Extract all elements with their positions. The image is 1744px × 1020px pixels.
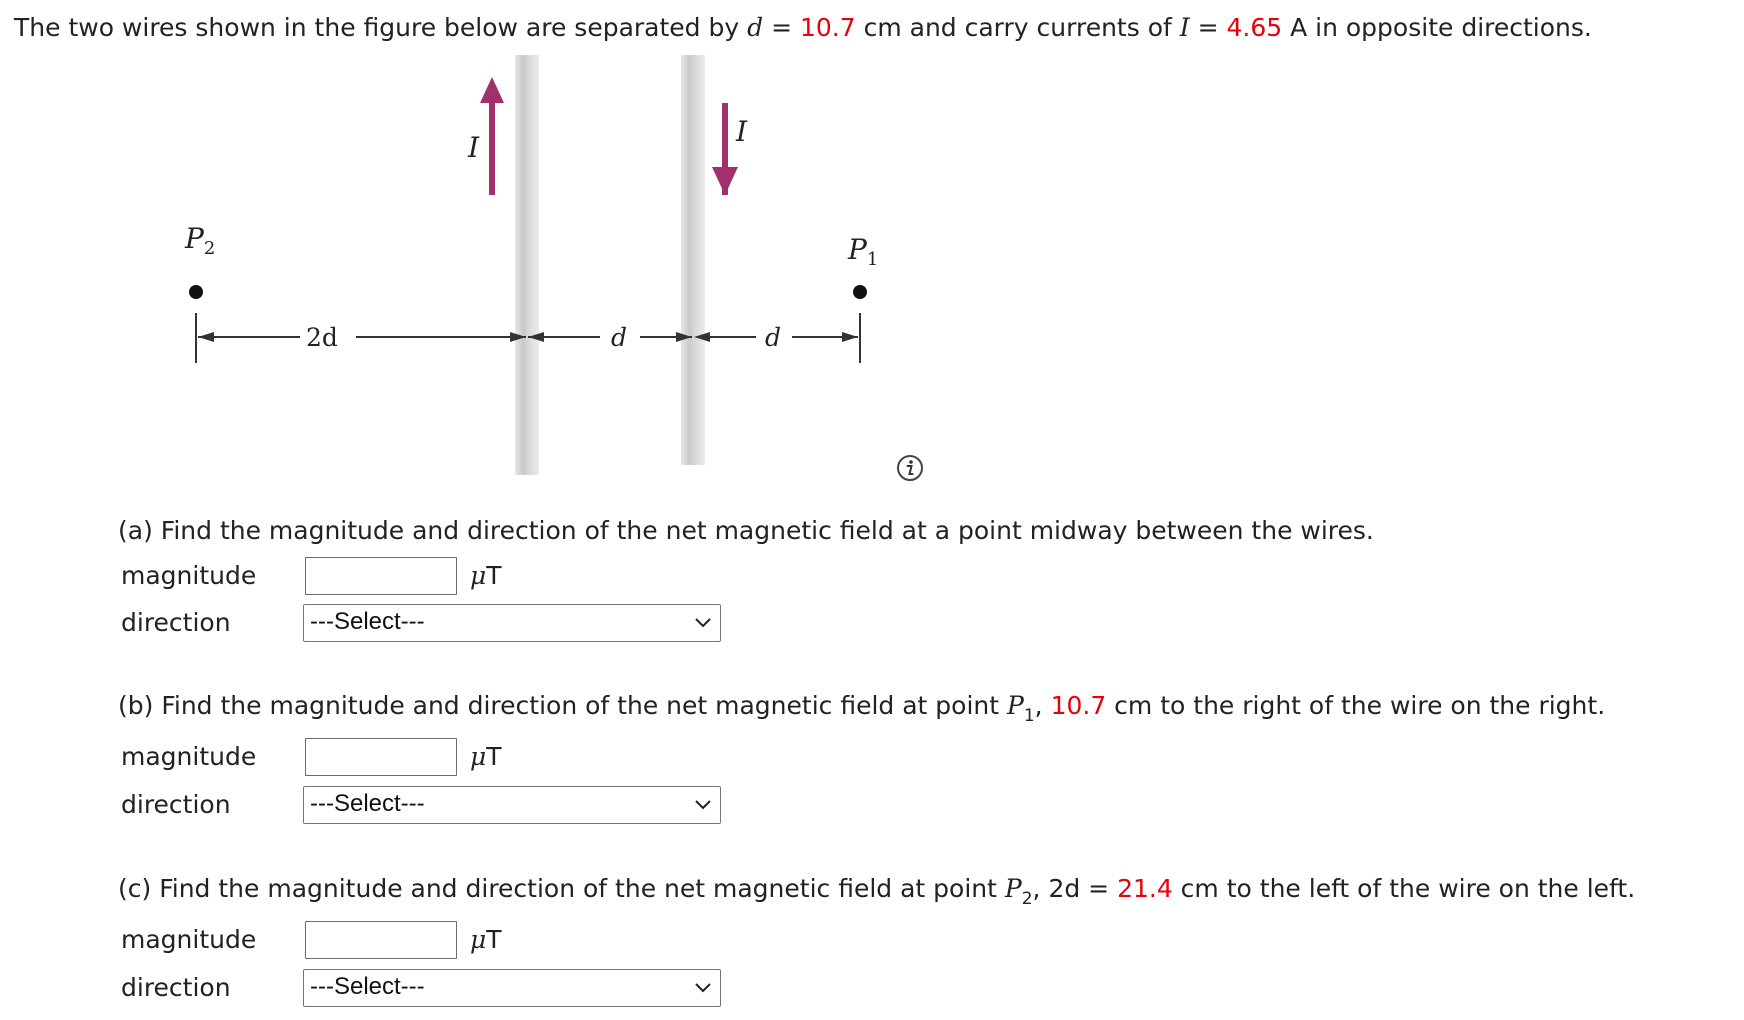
wires-figure: [160, 55, 920, 480]
question-c-text: (c) Find the magnitude and direction of the net magnetic field at point: [118, 874, 1005, 903]
direction-select-c-value: ---Select---: [310, 973, 425, 1000]
chevron-down-icon: [695, 618, 711, 628]
question-b-sep: ,: [1034, 691, 1051, 720]
intro-text-mid: cm and carry currents of: [855, 13, 1180, 42]
magnitude-label-a: magnitude: [121, 561, 257, 590]
unit-c: [470, 922, 502, 958]
direction-select-b-value: ---Select---: [310, 790, 425, 817]
point-p2: [184, 222, 215, 299]
question-b-tail: cm to the right of the wire on the right.: [1106, 691, 1606, 720]
intro-text: The two wires shown in the figure below are separated by: [14, 13, 748, 42]
point-letter: P: [1007, 691, 1024, 720]
point-p1-sub: 1: [866, 249, 879, 270]
question-c-sep: ,: [1032, 874, 1049, 903]
equals-sign: =: [763, 13, 800, 42]
question-c: [118, 871, 1635, 910]
point-subscript: 2: [1021, 889, 1033, 909]
svg-text:P2: [184, 222, 215, 259]
point-p1-letter: P: [848, 233, 867, 266]
right-wire: [681, 55, 705, 465]
question-b: [118, 688, 1605, 727]
d-symbol: d: [747, 13, 764, 42]
micro-symbol: μ: [470, 925, 487, 954]
question-b-text: (b) Find the magnitude and direction of the net magnetic field at point: [118, 691, 1007, 720]
magnitude-input-c[interactable]: [305, 921, 457, 959]
direction-select-b[interactable]: [303, 786, 721, 824]
magnitude-input-a[interactable]: [305, 557, 457, 595]
tesla-unit: T: [486, 925, 502, 954]
direction-select-a[interactable]: [303, 604, 721, 642]
current-label-left: I: [468, 131, 480, 164]
question-c-tail: cm to the left of the wire on the left.: [1172, 874, 1636, 903]
tesla-unit: T: [486, 561, 502, 590]
magnitude-input-b[interactable]: [305, 738, 457, 776]
question-c-2d: 2d: [1048, 874, 1081, 903]
problem-statement: [14, 10, 1592, 46]
question-c-value: 21.4: [1117, 874, 1173, 903]
point-subscript: 1: [1023, 706, 1035, 726]
micro-symbol: μ: [470, 742, 487, 771]
direction-label-b: direction: [121, 790, 231, 819]
chevron-down-icon: [695, 800, 711, 810]
micro-symbol: μ: [470, 561, 487, 590]
current-label-right: I: [736, 115, 748, 148]
dimension-2d: 2d: [306, 323, 338, 352]
current-symbol: I: [1179, 13, 1190, 42]
point-letter: P: [1004, 874, 1022, 903]
chevron-down-icon: [695, 983, 711, 993]
point-p2-sub: 2: [203, 238, 216, 259]
equals-sign: =: [1189, 13, 1227, 42]
tesla-unit: T: [486, 742, 502, 771]
magnitude-label-c: magnitude: [121, 925, 257, 954]
dimension-d-right: d: [765, 323, 782, 352]
point-p2-letter: P: [185, 222, 204, 255]
direction-label-c: direction: [121, 973, 231, 1002]
intro-text-end: A in opposite directions.: [1282, 13, 1592, 42]
dimension-d-left: d: [611, 323, 628, 352]
question-a: (a) Find the magnitude and direction of the net magnetic field at a point midway between the wires.: [118, 516, 1374, 545]
current-up-arrow: [480, 77, 504, 195]
d-value: 10.7: [799, 13, 856, 42]
direction-select-c[interactable]: [303, 969, 721, 1007]
question-c-eq: =: [1080, 874, 1118, 903]
svg-text:P1: [847, 233, 878, 270]
point-p1: [847, 233, 878, 299]
direction-select-a-value: ---Select---: [310, 608, 425, 635]
direction-label-a: direction: [121, 608, 231, 637]
question-b-value: 10.7: [1050, 691, 1107, 720]
left-wire: [515, 55, 539, 475]
magnitude-label-b: magnitude: [121, 742, 257, 771]
info-icon[interactable]: [896, 454, 924, 482]
unit-b: [470, 739, 502, 775]
unit-a: [470, 558, 502, 594]
current-value: 4.65: [1226, 13, 1283, 42]
current-down-arrow: [712, 103, 738, 195]
